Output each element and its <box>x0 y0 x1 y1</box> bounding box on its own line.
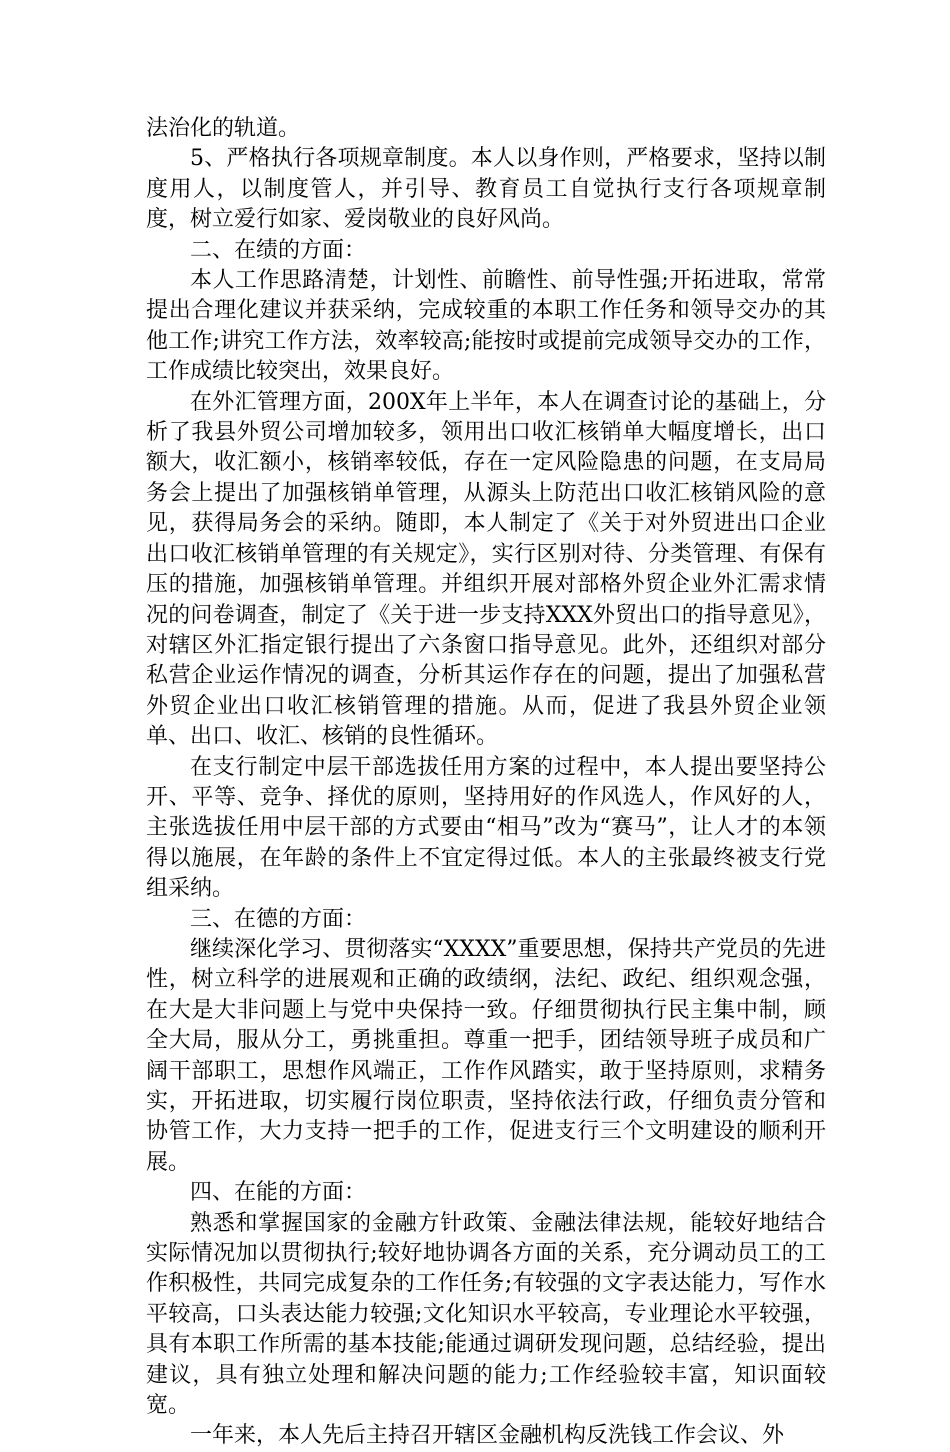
document-body <box>146 114 826 1452</box>
paragraph-year-review: 一年来，本人先后主持召开辖区金融机构反洗钱工作会议、外 <box>190 1423 785 1449</box>
paragraph-forex-management: 在外汇管理方面，200X年上半年，本人在调查讨论的基础上，分析了我县外贸公司增加较多，领用出口收汇核销单大幅度增长，出口额大，收汇额小，核销率较低，存在一定风险隐患的问题，在支局局务会上提出了加强核销单管理，从源头上防范出口收汇核销风险的意见，获得局务会的采纳。随即，本人制定了《关于对外贸进出口企业出口收汇核销单管理的有关规定》，实行区别对待、分类管理、有保有压的措施，加强核销单管理。并组织开展对部格外贸企业外汇需求情况的问卷调查，制定了《关于进一步支持XXX外贸出口的指导意见》，对辖区外汇指定银行提出了六条窗口指导意见。此外，还组织对部分私营企业运作情况的调查，分析其运作存在的问题，提出了加强私营外贸企业出口收汇核销管理的措施。从而，促进了我县外贸企业领单、出口、收汇、核销的良性循环。 <box>146 389 826 750</box>
paragraph-cadre-selection: 在支行制定中层干部选拔任用方案的过程中，本人提出要坚持公开、平等、竞争、择优的原则，坚持用好的作风选人，作风好的人，主张选拔任用中层干部的方式要由“相马”改为“赛马”，让人才的本领得以施展，在年龄的条件上不宜定得过低。本人的主张最终被支行党组采纳。 <box>146 754 826 902</box>
paragraph-performance-summary: 本人工作思路清楚，计划性、前瞻性、前导性强;开拓进取，常常提出合理化建议并获采纳，完成较重的本职工作任务和领导交办的其他工作;讲究工作方法，效率较高;能按时或提前完成领导交办的工作，工作成绩比较突出，效果良好。 <box>146 268 826 385</box>
paragraph-rules-compliance: 5、严格执行各项规章制度。本人以身作则，严格要求，坚持以制度用人，以制度管人，并引导、教育员工自觉执行支行各项规章制度，树立爱行如家、爱岗敬业的良好风尚。 <box>146 146 826 233</box>
section-heading-ability: 四、在能的方面： <box>190 1180 367 1206</box>
paragraph-continuation: 法治化的轨道。 <box>146 116 301 141</box>
paragraph-ability: 熟悉和掌握国家的金融方针政策、金融法律法规，能较好地结合实际情况加以贯彻执行;较好地协调各方面的关系，充分调动员工的工作积极性，共同完成复杂的工作任务;有较强的文字表达能力，写作水平较高，口头表达能力较强;文化知识水平较高，专业理论水平较强，具有本职工作所需的基本技能;能通过调研发现问题，总结经验，提出建议，具有独立处理和解决问题的能力;工作经验较丰富，知识面较宽。 <box>146 1210 826 1419</box>
section-heading-morality: 三、在德的方面： <box>190 906 367 932</box>
paragraph-morality: 继续深化学习、贯彻落实“XXXX”重要思想，保持共产党员的先进性，树立科学的进展观和正确的政绩纲，法纪、政纪、组织观念强，在大是大非问题上与党中央保持一致。仔细贯彻执行民主集中制，顾全大局，服从分工，勇挑重担。尊重一把手，团结领导班子成员和广阔干部职工，思想作风端正，工作作风踏实，敢于坚持原则，求精务实，开拓进取，切实履行岗位职责，坚持依法行政，仔细负责分管和协管工作，大力支持一把手的工作，促进支行三个文明建设的顺利开展。 <box>146 936 826 1175</box>
section-heading-performance: 二、在绩的方面： <box>190 237 367 263</box>
